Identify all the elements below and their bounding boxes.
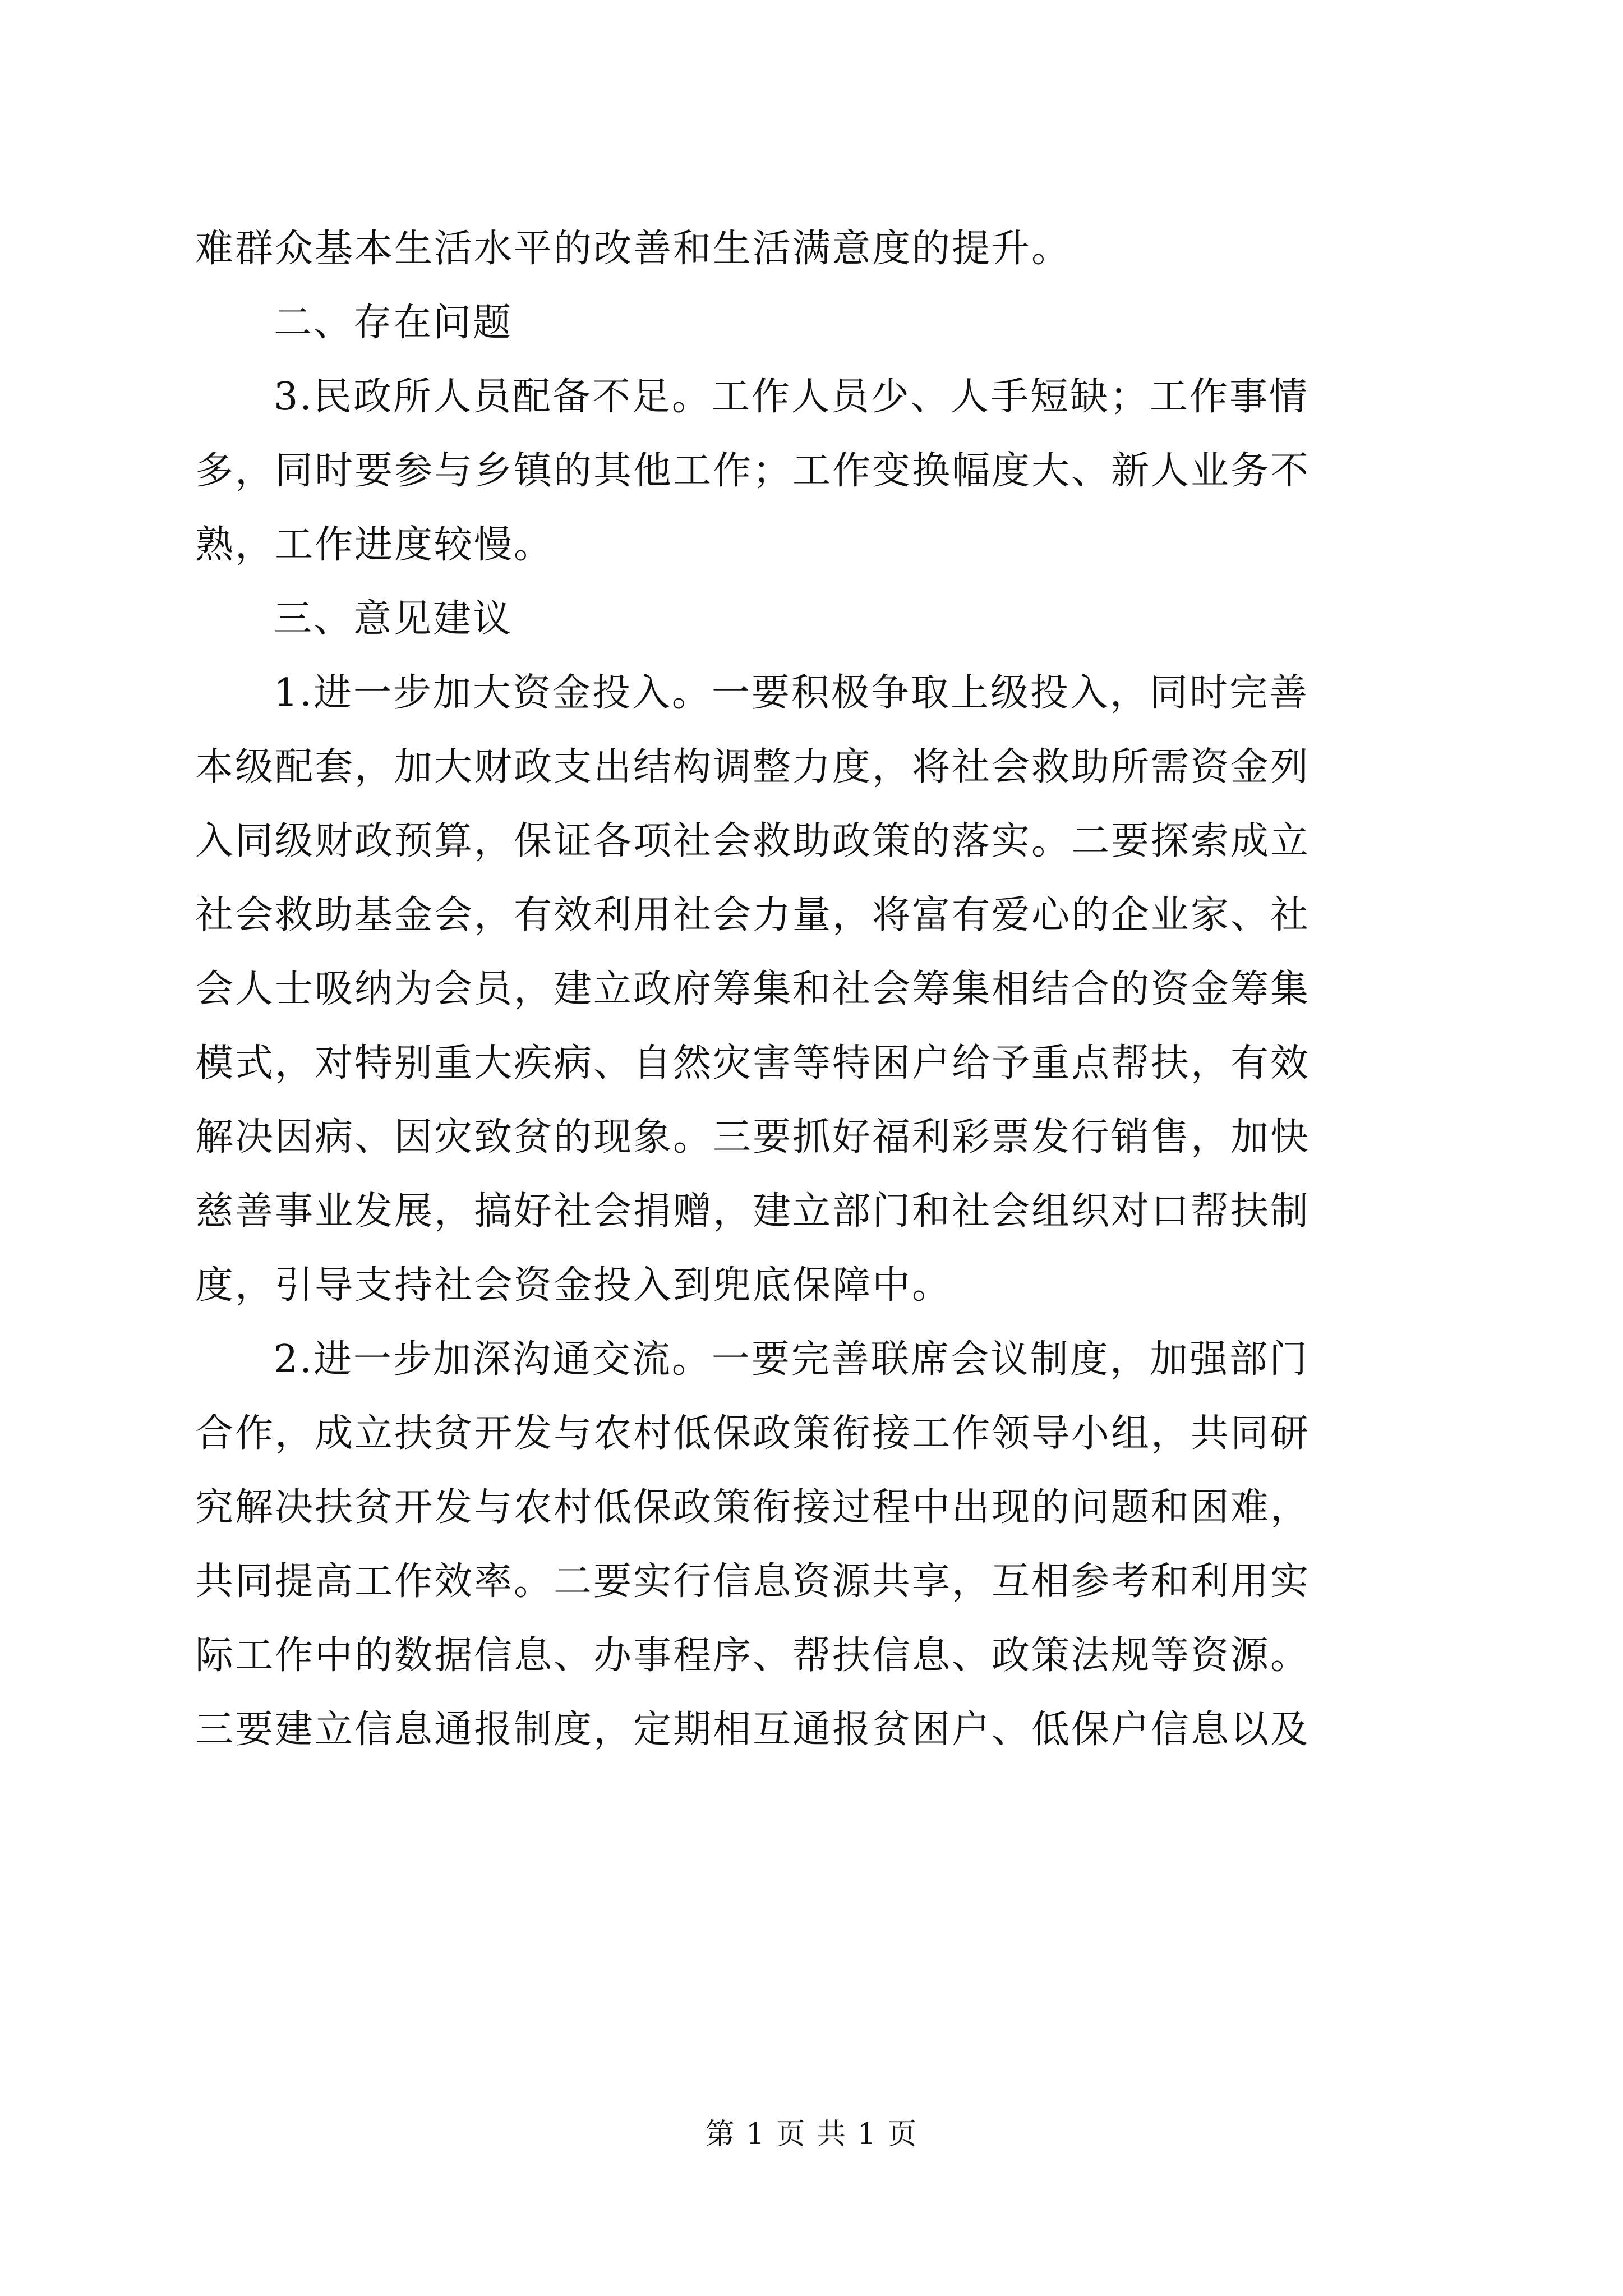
- section-heading: [195, 582, 1418, 656]
- paragraph: [195, 1323, 1418, 1767]
- text-line: 难群众基本生活水平的改善和生活满意度的提升。: [195, 227, 1072, 271]
- text-line: 度，引导支持社会资金投入到兜底保障中。: [195, 1263, 952, 1308]
- text-line: 熟，工作进度较慢。: [195, 523, 554, 567]
- text-line: 会人士吸纳为会员，建立政府筹集和社会筹集相结合的资金筹集: [195, 967, 1311, 1011]
- paragraph: [195, 656, 1418, 1323]
- text-line: 二、存在问题: [274, 301, 513, 345]
- text-line: 合作，成立扶贫开发与农村低保政策衔接工作领导小组，共同研: [195, 1411, 1311, 1456]
- page-footer: [0, 2115, 1623, 2154]
- text-line: 本级配套，加大财政支出结构调整力度，将社会救助所需资金列: [195, 745, 1311, 789]
- text-line: 共同提高工作效率。二要实行信息资源共享，互相参考和利用实: [195, 1559, 1311, 1604]
- text-line: 多，同时要参与乡镇的其他工作；工作变换幅度大、新人业务不: [195, 449, 1311, 493]
- text-line: 模式，对特别重大疾病、自然灾害等特困户给予重点帮扶，有效: [195, 1041, 1311, 1085]
- text-line: 2.进一步加深沟通交流。一要完善联席会议制度，加强部门: [274, 1337, 1309, 1382]
- text-line: 入同级财政预算，保证各项社会救助政策的落实。二要探索成立: [195, 819, 1311, 863]
- text-line: 解决因病、因灾致贫的现象。三要抓好福利彩票发行销售，加快: [195, 1115, 1311, 1159]
- section-heading: [195, 286, 1418, 360]
- paragraph: [195, 360, 1418, 582]
- text-line: 慈善事业发展，搞好社会捐赠，建立部门和社会组织对口帮扶制: [195, 1189, 1311, 1234]
- text-line: 究解决扶贫开发与农村低保政策衔接过程中出现的问题和困难，: [195, 1485, 1311, 1530]
- paragraph: [195, 212, 1418, 286]
- page-number-label: 第 1 页 共 1 页: [705, 2118, 918, 2151]
- text-line: 三要建立信息通报制度，定期相互通报贫困户、低保户信息以及: [195, 1708, 1311, 1752]
- document-body: [195, 212, 1418, 1767]
- text-line: 社会救助基金会，有效利用社会力量，将富有爱心的企业家、社: [195, 893, 1311, 937]
- text-line: 三、意见建议: [274, 597, 513, 641]
- text-line: 际工作中的数据信息、办事程序、帮扶信息、政策法规等资源。: [195, 1634, 1311, 1678]
- text-line: 3.民政所人员配备不足。工作人员少、人手短缺；工作事情: [274, 375, 1309, 419]
- text-line: 1.进一步加大资金投入。一要积极争取上级投入，同时完善: [274, 671, 1309, 715]
